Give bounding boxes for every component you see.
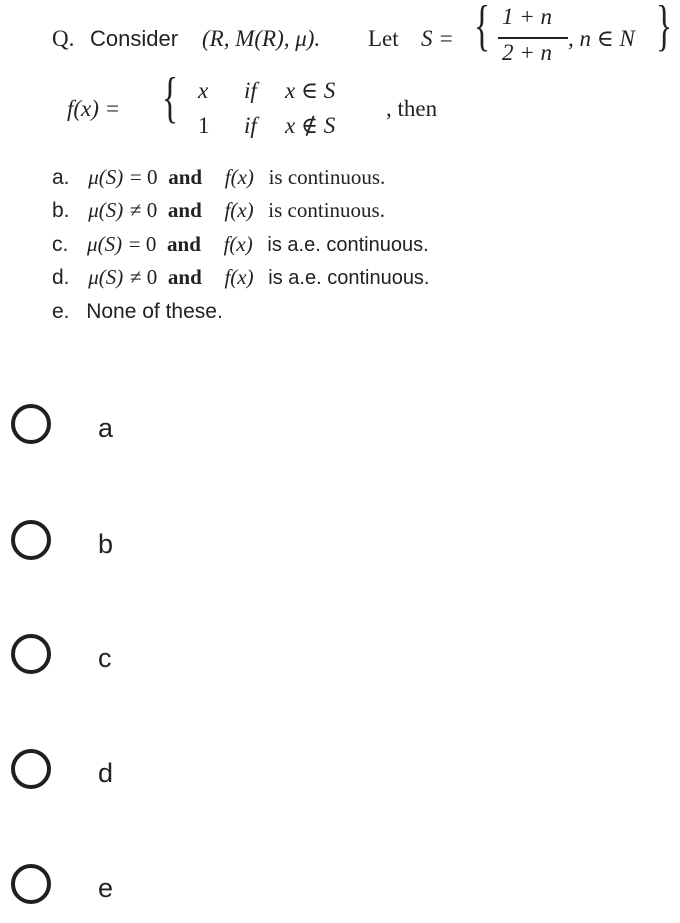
- option-function: f(x): [224, 198, 254, 222]
- option-measure: μ(S): [87, 232, 123, 256]
- measure-space: (R, M(R), μ).: [202, 26, 321, 51]
- case2-value: 1: [198, 113, 210, 138]
- case1-value: x: [198, 78, 209, 103]
- radio-choice-d[interactable]: [11, 749, 51, 789]
- choice-label-e: e: [98, 873, 114, 903]
- option-relation: ≠ 0: [129, 198, 158, 222]
- option-status: is a.e. continuous.: [267, 234, 429, 256]
- option-function: f(x): [224, 265, 254, 289]
- radio-choice-b[interactable]: [11, 520, 51, 560]
- case1-condition: x ∈ S: [285, 78, 336, 103]
- option-status: is a.e. continuous.: [268, 267, 430, 289]
- option-letter: a.: [52, 166, 70, 189]
- option-status: is continuous.: [268, 165, 386, 189]
- option-and: and: [167, 232, 201, 256]
- option-letter: e.: [52, 300, 70, 323]
- option-measure: μ(S): [88, 198, 124, 222]
- option-function: f(x): [224, 165, 254, 189]
- option-and: and: [168, 165, 203, 189]
- radio-choice-e[interactable]: [11, 864, 51, 904]
- set-condition: , n ∈ N: [568, 26, 635, 51]
- radio-choice-a[interactable]: [11, 404, 51, 444]
- option-e: [52, 299, 223, 324]
- let-text: Let: [368, 26, 399, 51]
- choice-label-a: a: [98, 413, 114, 443]
- fraction-bar: [498, 37, 568, 39]
- option-relation: = 0: [128, 232, 157, 256]
- option-measure: μ(S): [88, 165, 124, 189]
- option-and: and: [167, 198, 202, 222]
- case2-condition: x ∉ S: [285, 113, 336, 138]
- function-lhs: f(x) =: [67, 96, 121, 121]
- choice-label-c: c: [98, 643, 112, 673]
- option-text: None of these.: [86, 300, 223, 323]
- option-d: [52, 265, 430, 290]
- then-text: , then: [386, 96, 438, 121]
- option-b: [52, 198, 385, 223]
- option-measure: μ(S): [88, 265, 124, 289]
- case2-if: if: [244, 113, 257, 138]
- option-relation: ≠ 0: [129, 265, 158, 289]
- option-and: and: [167, 265, 202, 289]
- fraction-numerator: 1 + n: [502, 4, 553, 29]
- option-a: [52, 165, 385, 190]
- option-c: [52, 232, 429, 257]
- option-function: f(x): [223, 232, 253, 256]
- option-status: is continuous.: [268, 198, 385, 222]
- option-letter: b.: [52, 199, 70, 222]
- fraction-denominator: 2 + n: [502, 40, 553, 65]
- case1-if: if: [244, 78, 257, 103]
- question-label: Q.: [52, 26, 75, 51]
- cases-brace-icon: {: [162, 67, 179, 129]
- radio-choice-c[interactable]: [11, 634, 51, 674]
- left-brace-icon: {: [474, 0, 491, 57]
- choice-label-d: d: [98, 758, 114, 788]
- option-letter: d.: [52, 266, 70, 289]
- set-lhs: S =: [421, 26, 454, 51]
- choice-label-b: b: [98, 529, 114, 559]
- question-intro: Consider: [90, 26, 179, 51]
- option-relation: = 0: [129, 165, 158, 189]
- option-letter: c.: [52, 233, 69, 256]
- right-brace-icon: }: [656, 0, 673, 57]
